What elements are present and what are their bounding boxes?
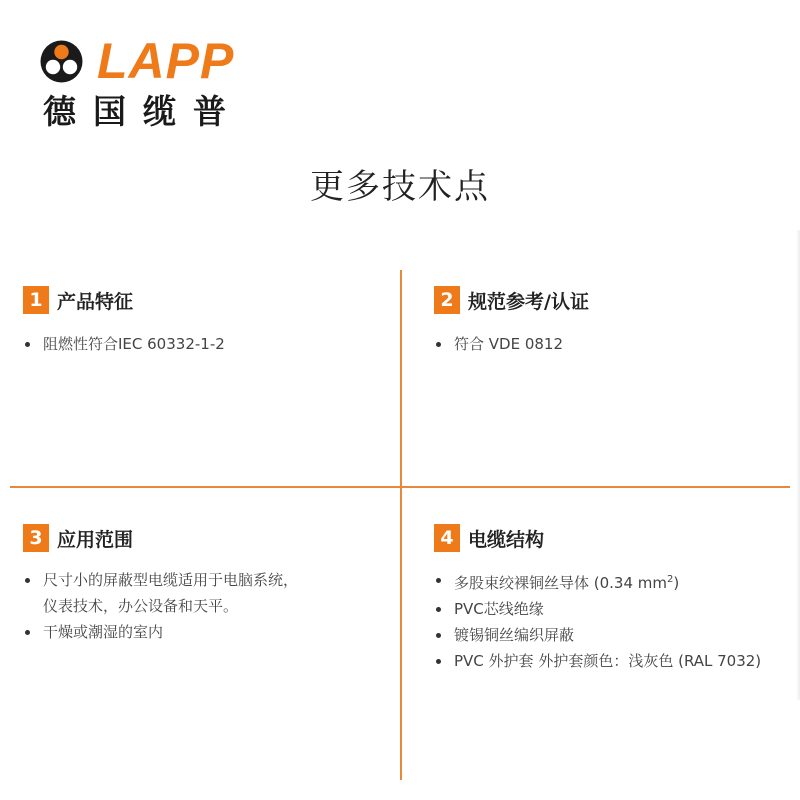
brand-chinese-name: 德国缆普 [43, 92, 243, 131]
lapp-logo-icon [40, 40, 83, 83]
section-product-features [23, 285, 225, 357]
section-title: 应用范围 [57, 528, 134, 551]
list-item: 镀锡铜丝编织屏蔽 [434, 622, 761, 648]
list-item-line: 仪表技术，办公设备和天平。 [43, 597, 239, 615]
section-standards [434, 285, 589, 357]
section-application-range [23, 523, 298, 645]
list-item: PVC芯线绝缘 [434, 596, 761, 622]
list-item: 符合 VDE 0812 [434, 331, 589, 357]
section-cable-structure [434, 523, 761, 674]
list-item: PVC 外护套 外护套颜色：浅灰色 (RAL 7032) [434, 648, 761, 674]
section-title: 产品特征 [57, 290, 134, 313]
page-title: 更多技术点 [310, 167, 490, 207]
list-item: 阻燃性符合IEC 60332-1-2 [23, 331, 225, 357]
list-item [434, 567, 761, 596]
list-item-line: 尺寸小的屏蔽型电缆适用于电脑系统， [43, 571, 299, 589]
section-number-badge: 3 [23, 524, 49, 552]
edge-shadow [796, 230, 800, 700]
list-item [23, 567, 298, 619]
section-number-badge: 4 [434, 524, 460, 552]
list-item-text-end: ) [673, 574, 680, 592]
vertical-divider [400, 270, 402, 780]
section-number-badge: 2 [434, 286, 460, 314]
brand-wordmark: LAPP [97, 33, 235, 89]
list-item-text: 多股束绞裸铜丝导体 (0.34 mm [454, 574, 668, 592]
section-title: 规范参考/认证 [468, 290, 589, 313]
section-title: 电缆结构 [468, 528, 545, 551]
list-item: 干燥或潮湿的室内 [23, 619, 298, 645]
section-number-badge: 1 [23, 286, 49, 314]
horizontal-divider [10, 486, 790, 488]
superscript: 2 [667, 574, 674, 585]
